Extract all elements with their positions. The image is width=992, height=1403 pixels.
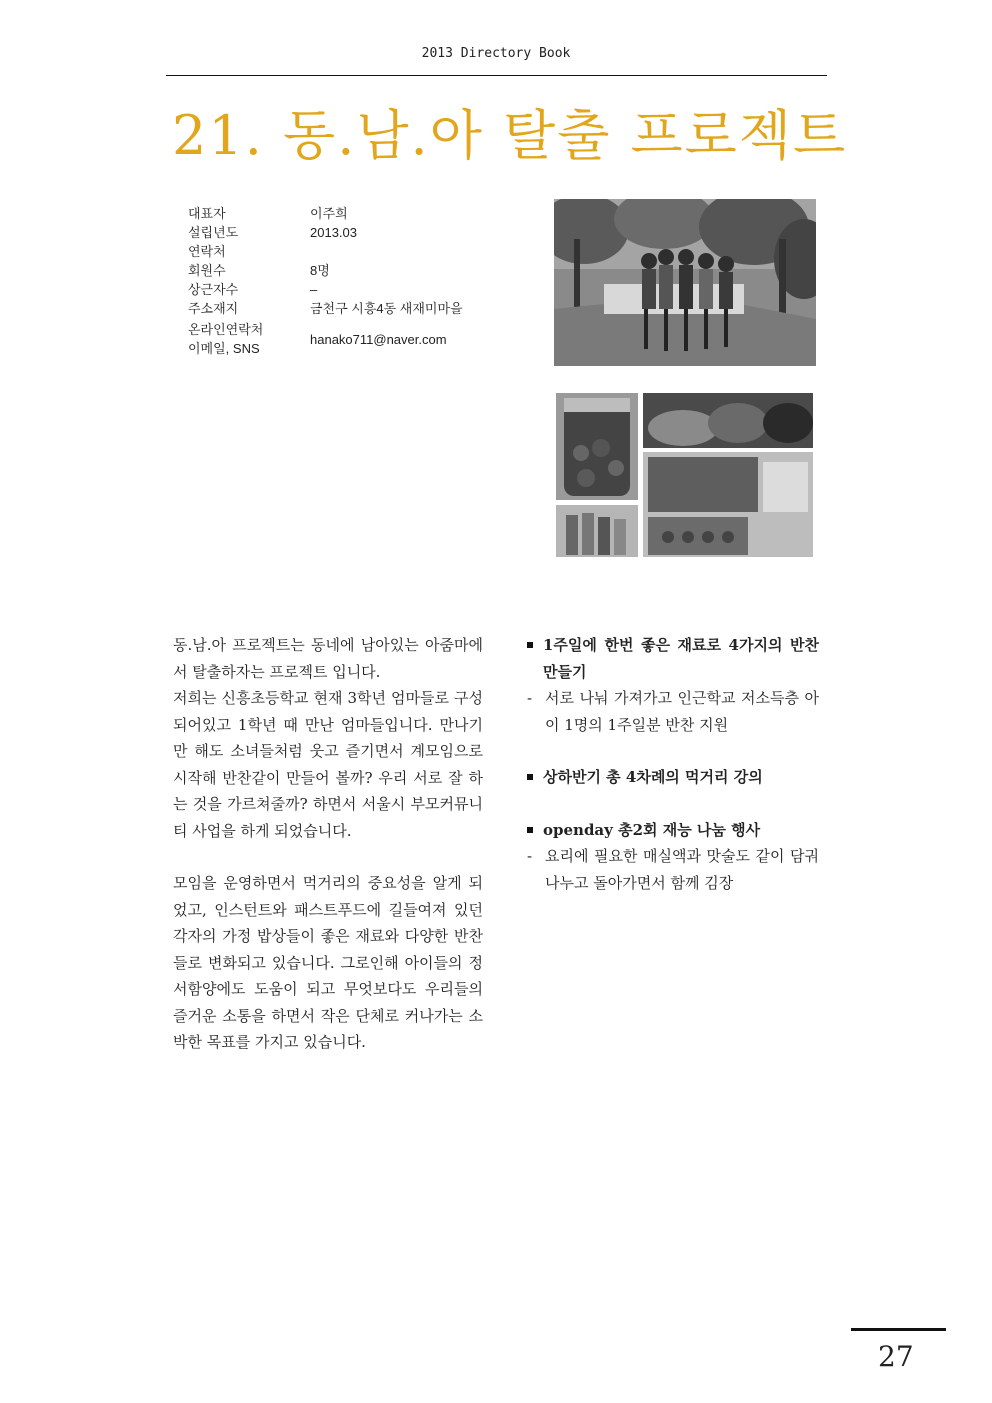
members-paragraph: 저희는 신흥초등학교 현재 3학년 엄마들로 구성되어있고 1학년 때 만난 엄마들입니다. 만나기만 해도 소녀들처럼 웃고 즐기면서 계모임으로 시작해 반찬같이 만들어 볼까? 우리 서로 잘 하는 것을 가르쳐줄까? 하면서 서울시 부모커뮤니티 사업을 하게 되었습니다. — [173, 689, 483, 840]
food-photo-bottles — [556, 505, 638, 557]
food-photo-jar — [556, 393, 638, 500]
running-header: 2013 Directory Book — [421, 46, 571, 61]
right-column — [527, 632, 819, 896]
info-value: 금천구 시흥4동 새재미마을 — [310, 301, 463, 316]
food-photo-containers — [643, 452, 813, 557]
dash-marker: - — [527, 847, 533, 865]
bullet-square-icon — [527, 774, 533, 780]
dash-item — [527, 843, 819, 896]
header-rule — [166, 75, 827, 76]
info-label: 설립년도 — [188, 225, 239, 240]
footer-rule — [851, 1328, 946, 1331]
dash-text: 요리에 필요한 매실액과 맛술도 같이 담궈 나누고 돌아가면서 함께 김장 — [545, 847, 819, 892]
group-photo — [554, 199, 816, 366]
info-label: 상근자수 — [188, 282, 239, 297]
left-column — [173, 632, 483, 1056]
bullet-text: openday 총2회 재능 나눔 행사 — [543, 820, 761, 839]
bullet-text: 상하반기 총 4차례의 먹거리 강의 — [543, 768, 763, 786]
spacer — [527, 791, 819, 817]
page-number: 27 — [878, 1340, 914, 1373]
spacer — [173, 844, 483, 870]
page-title: 21. 동.남.아 탈출 프로젝트 — [172, 104, 848, 167]
info-value: 이주희 — [310, 206, 348, 221]
dash-text: 서로 나눠 가져가고 인근학교 저소득층 아이 1명의 1주일분 반찬 지원 — [545, 689, 819, 734]
info-value: – — [310, 282, 318, 297]
dash-marker: - — [527, 689, 533, 707]
info-value: 8명 — [310, 263, 330, 278]
info-label: 주소재지 — [188, 301, 239, 316]
bullet-item — [527, 764, 819, 791]
dash-item — [527, 685, 819, 738]
bullet-square-icon — [527, 827, 533, 833]
bullet-item — [527, 817, 819, 844]
info-value: hanako711@naver.com — [310, 332, 447, 347]
info-label: 회원수 — [188, 263, 226, 278]
food-photo-bowls — [643, 393, 813, 448]
intro-paragraph: 동.남.아 프로젝트는 동네에 남아있는 아줌마에서 탈출하자는 프로젝트 입니다. — [173, 636, 483, 681]
info-label: 연락처 — [188, 244, 226, 259]
bullet-item — [527, 632, 819, 685]
info-label: 온라인연락처 이메일, SNS — [188, 322, 264, 356]
info-value: 2013.03 — [310, 225, 357, 240]
bullet-square-icon — [527, 642, 533, 648]
spacer — [527, 738, 819, 764]
bullet-text: 1주일에 한번 좋은 재료로 4가지의 반찬 만들기 — [543, 636, 819, 681]
goal-paragraph: 모임을 운영하면서 먹거리의 중요성을 알게 되었고, 인스턴트와 패스트푸드에 길들여져 있던 각자의 가정 밥상들이 좋은 재료와 다양한 반찬들로 변화되고 있습니다. 그로인해 아이들의 정서함양에도 도움이 되고 무엇보다도 우리들의 즐거운 소통을 하면서 작은 단체로 커나가는 소박한 목표를 가지고 있습니다. — [173, 874, 483, 1051]
info-label: 대표자 — [188, 206, 226, 221]
